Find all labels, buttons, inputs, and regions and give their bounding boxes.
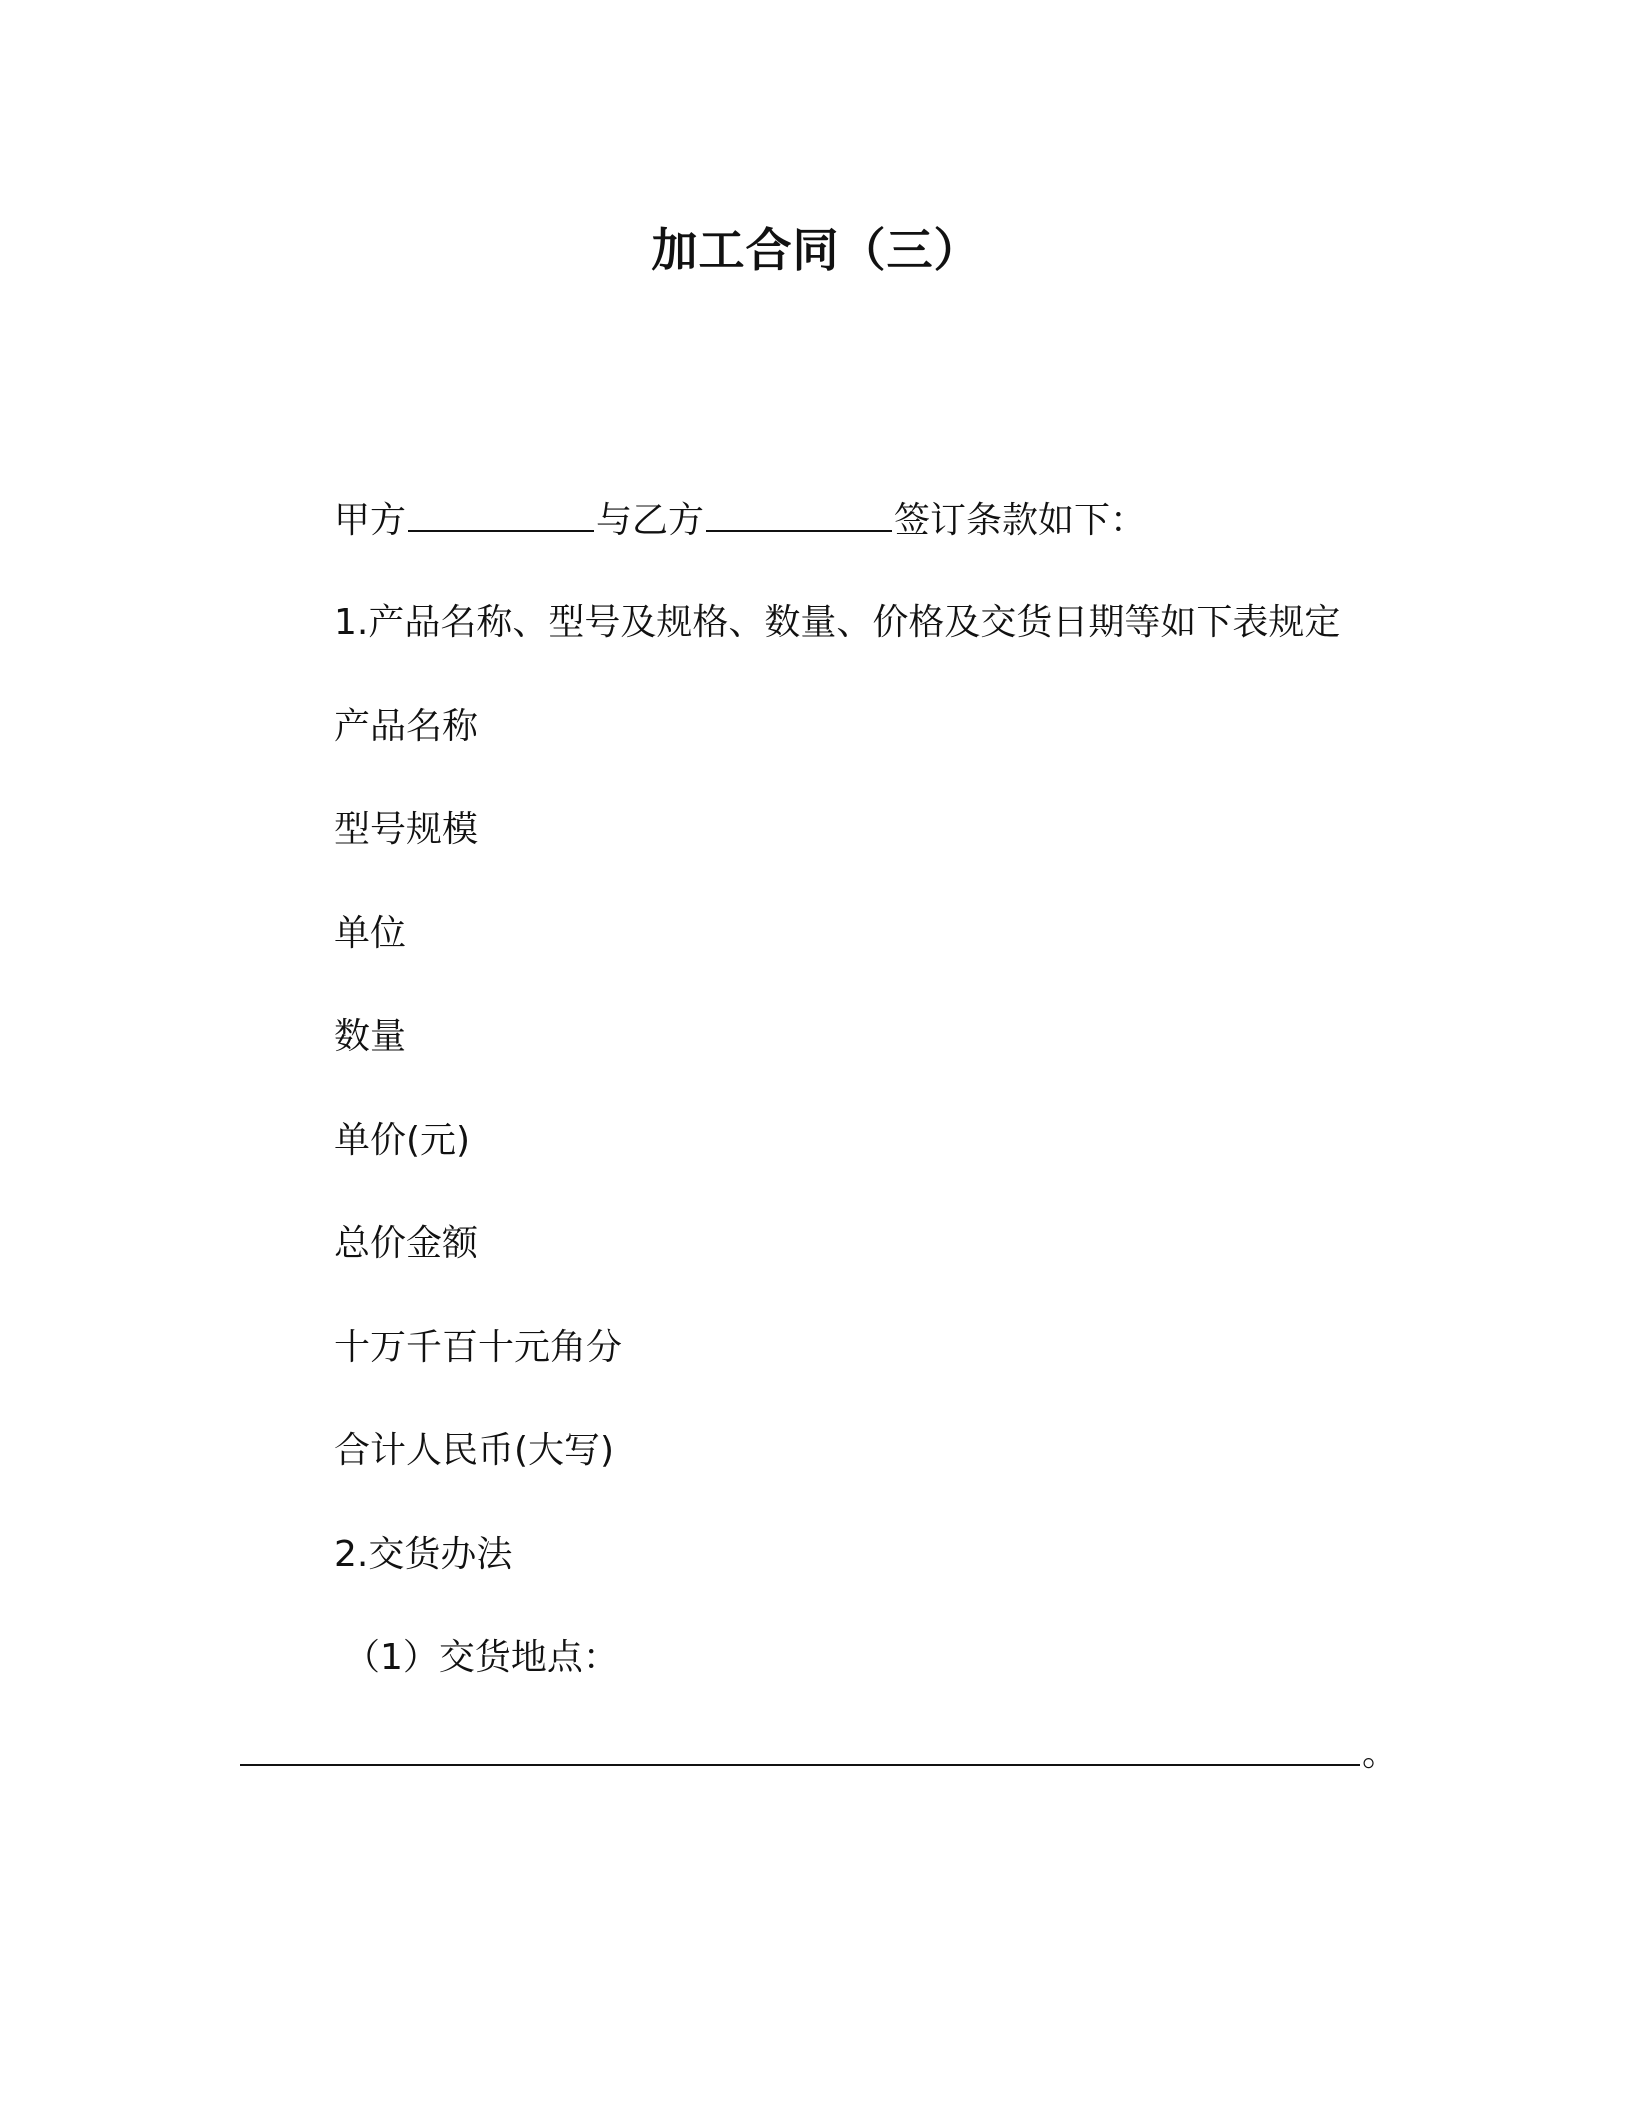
field-model-spec: 型号规模 xyxy=(334,809,479,850)
field-quantity: 数量 xyxy=(334,1016,407,1057)
clause-2: 2.交货办法 xyxy=(334,1534,513,1575)
field-unit-price: 单价(元) xyxy=(334,1120,471,1161)
party-a-blank[interactable] xyxy=(408,496,594,532)
party-b-label: 与乙方 xyxy=(596,500,705,541)
party-a-label: 甲方 xyxy=(334,500,407,541)
field-product-name: 产品名称 xyxy=(334,706,479,747)
party-b-blank[interactable] xyxy=(706,496,892,532)
field-unit: 单位 xyxy=(334,913,407,954)
field-amount-digits: 十万千百十元角分 xyxy=(334,1327,623,1368)
end-mark: 。 xyxy=(1362,1733,1399,1774)
intro-line xyxy=(334,496,1146,545)
document-title: 加工合同（三） xyxy=(651,223,981,277)
delivery-location-blank[interactable] xyxy=(240,1764,1360,1766)
delivery-location-blank-row xyxy=(240,1730,1399,1778)
clause-2-1: （1）交货地点： xyxy=(344,1637,619,1678)
clause-1: 1.产品名称、型号及规格、数量、价格及交货日期等如下表规定 xyxy=(334,602,1341,643)
field-total-rmb: 合计人民币(大写) xyxy=(334,1430,615,1471)
terms-label: 签订条款如下： xyxy=(894,500,1147,541)
field-total-amount: 总价金额 xyxy=(334,1223,479,1264)
